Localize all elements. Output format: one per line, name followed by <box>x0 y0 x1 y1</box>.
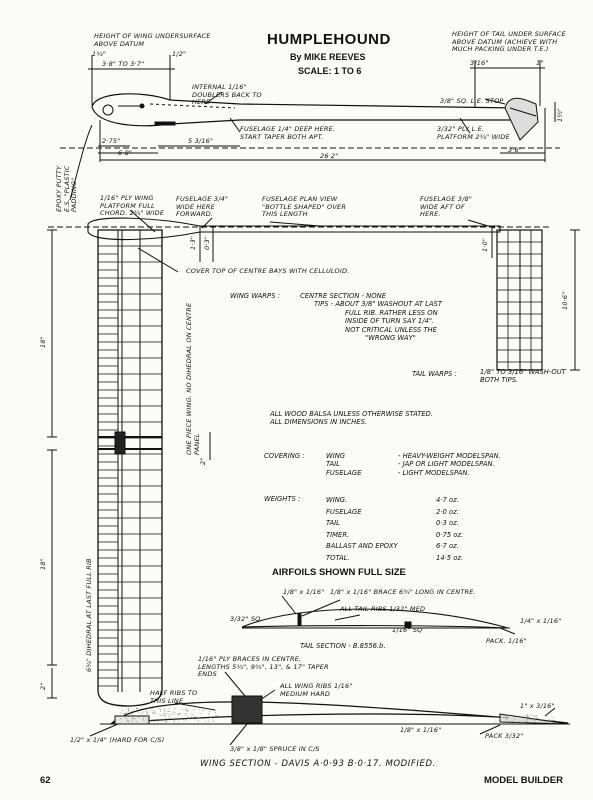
stipple-dot <box>215 710 216 711</box>
stipple-dot <box>133 711 134 712</box>
tail-warp-line: 1/8" TO 3/16" WASH-OUT <box>480 368 566 376</box>
stipple-dot <box>174 721 175 722</box>
stipple-dot <box>132 720 133 721</box>
dim-1-0: 1·0" <box>481 237 489 252</box>
dim-5-3-16: 5 3/16" <box>188 137 214 145</box>
weight-row: TOTAL. 14·5 oz. <box>326 553 464 562</box>
stipple-dot <box>172 713 173 714</box>
stipple-dot <box>128 721 129 722</box>
one-piece-wing-note: ONE PIECE WING. NO DIHEDRAL ON CENTRE PANEL <box>185 302 201 455</box>
weights-table <box>326 495 463 564</box>
dim-3-6: 3·6" <box>508 146 523 154</box>
stipple-dot <box>525 716 526 717</box>
stipple-dot <box>123 716 124 717</box>
stipple-dot <box>216 716 217 717</box>
stipple-dot <box>529 715 530 716</box>
wing-te: 1" x 3/16" <box>520 702 555 710</box>
stipple-dot <box>174 712 175 713</box>
stipple-dot <box>204 710 205 711</box>
stipple-dot <box>143 720 144 721</box>
stipple-dot <box>163 714 164 715</box>
stipple-dot <box>208 721 209 722</box>
wing-spar: 3/8" x 1/8" SPRUCE IN C/S <box>230 745 320 753</box>
plan-scale: SCALE: 1 TO 6 <box>298 66 362 76</box>
dim-18-bottom: 18" <box>39 558 47 570</box>
stipple-dot <box>545 722 546 723</box>
stipple-dot <box>169 717 170 718</box>
stipple-dot <box>200 713 201 714</box>
general-notes <box>270 410 433 427</box>
stipple-dot <box>190 717 191 718</box>
dim-26-2: 26·2" <box>320 152 339 160</box>
stipple-dot <box>120 713 121 714</box>
tail-le: 3/32" SQ <box>230 615 261 623</box>
stipple-dot <box>128 709 129 710</box>
stipple-dot <box>503 717 504 718</box>
plan-byline: By MIKE REEVES <box>290 52 366 62</box>
stipple-dot <box>527 719 528 720</box>
stipple-dot <box>185 713 186 714</box>
stipple-dot <box>546 717 547 718</box>
page-number: 62 <box>40 775 51 786</box>
stipple-dot <box>153 708 154 709</box>
wing-le: 1/2" x 1/4" (HARD FOR C/S) <box>70 736 165 744</box>
dim-1-3: 1·3" <box>189 235 197 250</box>
stipple-dot <box>529 717 530 718</box>
stipple-dot <box>147 716 148 717</box>
airfoils-heading: AIRFOILS SHOWN FULL SIZE <box>272 567 406 578</box>
stipple-dot <box>535 720 536 721</box>
stipple-dot <box>536 715 537 716</box>
stipple-dot <box>159 708 160 709</box>
stipple-dot <box>522 722 523 723</box>
stipple-dot <box>122 710 123 711</box>
stipple-dot <box>527 715 528 716</box>
stipple-dot <box>153 721 154 722</box>
stipple-dot <box>209 711 210 712</box>
stipple-dot <box>165 721 166 722</box>
dim-6-8: 6·8" <box>118 149 133 157</box>
stipple-dot <box>146 711 147 712</box>
stipple-dot <box>165 714 166 715</box>
stipple-dot <box>178 721 179 722</box>
wing-pack: PACK 3/32" <box>485 732 524 740</box>
stipple-dot <box>160 709 161 710</box>
stipple-dot <box>215 715 216 716</box>
tail-te: 1/4" x 1/16" <box>520 617 562 625</box>
stipple-dot <box>165 718 166 719</box>
stipple-dot <box>147 718 148 719</box>
warp-line: NOT CRITICAL UNLESS THE <box>345 325 437 334</box>
stipple-dot <box>217 715 218 716</box>
warp-line: CENTRE SECTION - NONE <box>300 292 386 300</box>
stipple-dot <box>178 714 179 715</box>
tail-warps-list <box>480 368 566 385</box>
covering-label: COVERING : <box>264 452 305 460</box>
stipple-dot <box>128 710 129 711</box>
stipple-dot <box>213 721 214 722</box>
covering-row: FUSELAGE - LIGHT MODELSPAN. <box>326 468 470 477</box>
stipple-dot <box>215 712 216 713</box>
warp-line: FULL RIB. RATHER LESS ON <box>345 308 438 317</box>
stipple-dot <box>146 721 147 722</box>
stipple-dot <box>186 715 187 716</box>
stipple-dot <box>212 720 213 721</box>
stipple-dot <box>520 722 521 723</box>
stipple-dot <box>132 719 133 720</box>
stipple-dot <box>199 709 200 710</box>
stipple-dot <box>164 709 165 710</box>
stipple-dot <box>154 711 155 712</box>
dim-0-3: 0·3" <box>203 235 211 250</box>
weight-row: TIMER. 0·75 oz. <box>326 530 464 539</box>
weight-row: WING. 4·7 oz. <box>326 496 459 504</box>
tail-spar: 1/16" SQ <box>392 626 423 634</box>
wing-bottom: 1/8" x 1/16" <box>400 726 442 734</box>
stipple-dot <box>127 720 128 721</box>
stipple-dot <box>512 720 513 721</box>
stipple-dot <box>533 719 534 720</box>
stipple-dot <box>195 719 196 720</box>
stipple-dot <box>125 713 126 714</box>
stipple-dot <box>176 714 177 715</box>
stipple-dot <box>525 720 526 721</box>
weight-row: TAIL 0·3 oz. <box>326 519 459 527</box>
stipple-dot <box>147 712 148 713</box>
stipple-dot <box>203 710 204 711</box>
fuselage-wide-note: FUSELAGE 3/4" WIDE HERE FORWARD. <box>176 195 229 218</box>
stipple-dot <box>205 708 206 709</box>
stipple-dot <box>169 711 170 712</box>
stipple-dot <box>205 721 206 722</box>
stipple-dot <box>185 709 186 710</box>
stipple-dot <box>167 711 168 712</box>
stipple-dot <box>514 719 515 720</box>
weights-label: WEIGHTS : <box>264 495 301 503</box>
stipple-dot <box>212 716 213 717</box>
wing-warps-label: WING WARPS : <box>230 292 280 300</box>
stipple-dot <box>136 708 137 709</box>
celluloid-note: COVER TOP OF CENTRE BAYS WITH CELLULOID. <box>186 267 350 275</box>
wing-ribs-note: ALL WING RIBS 1/16" MEDIUM HARD <box>280 682 353 698</box>
stipple-dot <box>550 723 551 724</box>
stipple-dot <box>500 717 501 718</box>
stipple-dot <box>194 709 195 710</box>
stipple-dot <box>154 713 155 714</box>
tail-section-caption: TAIL SECTION - B.8556.b. <box>300 642 386 650</box>
stipple-dot <box>199 717 200 718</box>
stipple-dot <box>540 720 541 721</box>
wing-warps-list <box>300 292 442 342</box>
stipple-dot <box>143 712 144 713</box>
stipple-dot <box>165 720 166 721</box>
wing-platform-note: 1/16" PLY WING PLATFORM FULL CHORD. 2¾" WIDE <box>100 194 165 217</box>
stipple-dot <box>152 713 153 714</box>
stipple-dot <box>506 719 507 720</box>
stipple-dot <box>517 722 518 723</box>
tail-le-spar: 1/8" x 1/16" <box>283 588 325 596</box>
stipple-dot <box>536 718 537 719</box>
stipple-dot <box>164 711 165 712</box>
dim-2-75: 2·75" <box>102 137 121 145</box>
warp-line: "WRONG WAY" <box>365 334 416 343</box>
stipple-dot <box>550 721 551 722</box>
stipple-dot <box>537 718 538 719</box>
le-stop-note: 3/8" SQ. L.E. STOP <box>440 97 504 105</box>
stipple-dot <box>187 710 188 711</box>
stipple-dot <box>141 713 142 714</box>
stipple-dot <box>508 717 509 718</box>
stipple-dot <box>193 714 194 715</box>
wing-ribs <box>98 246 162 686</box>
stipple-dot <box>175 708 176 709</box>
stipple-dot <box>546 720 547 721</box>
stipple-dot <box>168 711 169 712</box>
stipple-dot <box>208 713 209 714</box>
stipple-dot <box>210 709 211 710</box>
stipple-dot <box>188 718 189 719</box>
tail-height-left: 3/16" <box>470 59 489 67</box>
stipple-dot <box>186 720 187 721</box>
fuselage-aft-note: FUSELAGE 3/8" WIDE AFT OF HERE. <box>420 195 473 218</box>
warp-line: INSIDE OF TURN SAY 1/4". <box>345 317 435 326</box>
stipple-dot <box>131 711 132 712</box>
stipple-dot <box>164 713 165 714</box>
stipple-dot <box>188 717 189 718</box>
tail-height-note: HEIGHT OF TAIL UNDER SURFACE ABOVE DATUM (ACHIEVE WITH MUCH PACKING UNDER T.E.) <box>452 30 566 53</box>
bottle-shaped-note: FUSELAGE PLAN VIEW "BOTTLE SHAPED" OVER THIS LENGTH <box>262 195 347 218</box>
stipple-dot <box>160 715 161 716</box>
fin-height-dim: 1½" <box>556 107 564 122</box>
doublers-note: INTERNAL 1/16" DOUBLERS BACK TO HERE <box>192 83 262 106</box>
stipple-dot <box>557 722 558 723</box>
stipple-dot <box>534 716 535 717</box>
stipple-dot <box>514 716 515 717</box>
tail-span-dim: 10·6" <box>561 291 569 310</box>
stipple-dot <box>126 718 127 719</box>
tail-warp-line: BOTH TIPS. <box>480 376 519 385</box>
stipple-dot <box>198 720 199 721</box>
tail-brace: 1/8" x 1/16" BRACE 6¾" LONG IN CENTRE. <box>330 588 476 596</box>
fuselage-depth-note: FUSELAGE 1/4" DEEP HERE. START TAPER BOTH APT. <box>240 125 336 141</box>
stipple-dot <box>153 712 154 713</box>
dihedral-note: 6¾" DIHEDRAL AT LAST FULL RIB <box>85 558 93 672</box>
stipple-dot <box>534 722 535 723</box>
epoxy-note: EPOXY PUTTY E.S. "PLASTIC PADDING" <box>55 165 78 212</box>
stipple-dot <box>135 718 136 719</box>
stipple-dot <box>150 720 151 721</box>
stipple-dot <box>167 713 168 714</box>
stipple-dot <box>208 718 209 719</box>
stipple-dot <box>151 708 152 709</box>
stipple-dot <box>158 721 159 722</box>
stipple-dot <box>535 716 536 717</box>
stipple-dot <box>191 716 192 717</box>
stipple-dot <box>549 720 550 721</box>
stipple-dot <box>548 719 549 720</box>
stipple-dot <box>527 717 528 718</box>
stipple-dot <box>504 716 505 717</box>
stipple-dot <box>165 715 166 716</box>
stipple-dot <box>169 708 170 709</box>
tail-ribs: ALL TAIL RIBS 1/32" MED <box>340 605 426 613</box>
stipple-dot <box>210 717 211 718</box>
stipple-dot <box>155 712 156 713</box>
magazine-name: MODEL BUILDER <box>484 775 563 786</box>
stipple-dot <box>160 711 161 712</box>
stipple-dot <box>183 719 184 720</box>
stipple-dot <box>152 710 153 711</box>
plan-title: HUMPLEHOUND <box>267 31 391 48</box>
stipple-dot <box>529 719 530 720</box>
stipple-dot <box>526 715 527 716</box>
wing-half-ribs: HALF RIBS TO THIS LINE <box>150 689 198 705</box>
dim-2-bottom: 2" <box>39 682 47 690</box>
wing-stipple <box>120 708 558 724</box>
stipple-dot <box>209 716 210 717</box>
stipple-dot <box>143 719 144 720</box>
covering-row: WING - HEAVY-WEIGHT MODELSPAN. <box>326 452 501 460</box>
stipple-dot <box>143 716 144 717</box>
wing-section-caption: WING SECTION - DAVIS A·0·93 B·0·17. MODIFIED. <box>200 759 436 769</box>
wing-height-note: HEIGHT OF WING UNDERSURFACE ABOVE DATUM <box>94 32 211 48</box>
stipple-dot <box>170 714 171 715</box>
stipple-dot <box>137 721 138 722</box>
wing-height-left: 1¾" <box>92 50 107 58</box>
stipple-dot <box>133 717 134 718</box>
tail-warps-label: TAIL WARPS : <box>412 370 457 378</box>
stipple-dot <box>553 717 554 718</box>
stipple-dot <box>166 721 167 722</box>
stipple-dot <box>531 719 532 720</box>
wing-span-dim: 3·8" TO 3·7" <box>102 60 145 68</box>
covering-table <box>326 452 501 477</box>
stipple-dot <box>169 715 170 716</box>
stipple-dot <box>532 715 533 716</box>
stipple-dot <box>195 717 196 718</box>
dim-2-center: 2" <box>199 457 207 465</box>
stipple-dot <box>179 713 180 714</box>
stipple-dot <box>123 713 124 714</box>
stipple-dot <box>138 717 139 718</box>
stipple-dot <box>521 720 522 721</box>
stipple-dot <box>148 714 149 715</box>
stipple-dot <box>173 719 174 720</box>
general-line: ALL DIMENSIONS IN INCHES. <box>270 418 368 427</box>
stipple-dot <box>148 718 149 719</box>
stipple-dot <box>163 719 164 720</box>
stipple-dot <box>194 717 195 718</box>
stipple-dot <box>165 709 166 710</box>
weight-row: BALLAST AND EPOXY 6·7 oz. <box>326 542 459 550</box>
stipple-dot <box>185 710 186 711</box>
stipple-dot <box>140 715 141 716</box>
weight-row: FUSELAGE 2·0 oz. <box>326 507 459 516</box>
stipple-dot <box>527 721 528 722</box>
stipple-dot <box>510 715 511 716</box>
stipple-dot <box>161 715 162 716</box>
stipple-dot <box>518 721 519 722</box>
stipple-dot <box>143 718 144 719</box>
general-line: ALL WOOD BALSA UNLESS OTHERWISE STATED. <box>270 410 434 418</box>
wing-braces: 1/16" PLY BRACES IN CENTRE, LENGTHS 5¾", 9¾", 13", & 17" TAPER ENDS <box>198 655 329 678</box>
wing-height-right: 1/2" <box>172 50 187 58</box>
stipple-dot <box>126 713 127 714</box>
stipple-dot <box>174 720 175 721</box>
tail-pack: PACK. 1/16" <box>486 637 527 645</box>
stipple-dot <box>132 714 133 715</box>
tail-height-right: 1" <box>536 59 544 67</box>
stipple-dot <box>182 709 183 710</box>
stipple-dot <box>553 720 554 721</box>
stipple-dot <box>120 718 121 719</box>
stipple-dot <box>173 711 174 712</box>
dim-18-top: 18" <box>39 336 47 348</box>
stipple-dot <box>187 711 188 712</box>
stipple-dot <box>500 718 501 719</box>
warp-line: TIPS - ABOUT 3/8" WASHOUT AT LAST <box>314 300 442 309</box>
stipple-dot <box>138 712 139 713</box>
covering-row: TAIL - JAP OR LIGHT MODELSPAN. <box>326 460 495 469</box>
platform-note: 3/32" PLY L.E. PLATFORM 2¾" WIDE <box>437 125 510 141</box>
stipple-dot <box>531 722 532 723</box>
